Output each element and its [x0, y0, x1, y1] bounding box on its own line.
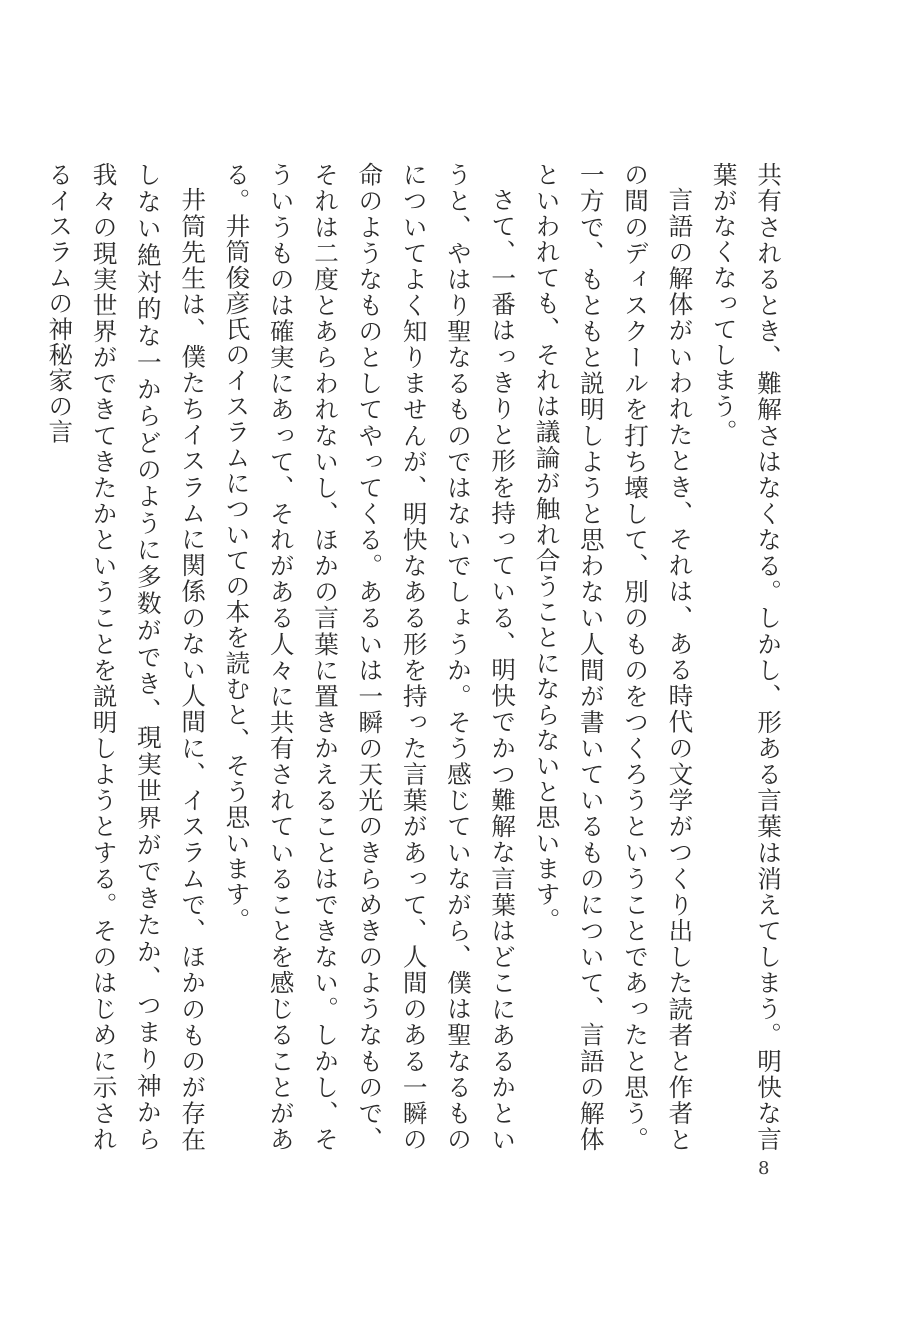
paragraph: 言語の解体がいわれたとき、それは、ある時代の文学がつくり出した読者と作者との間のディスクールを打ち壊して、別のものをつくろうということであったと思う。一方で、もともと説明しようと思わない人間が書いているものについて、言語の解体といわれても、それは議論が触れ合うことにならないと思います。 [532, 162, 695, 1152]
body-text [45, 162, 790, 1152]
paragraph: 共有されるとき、難解さはなくなる。しかし、形ある言葉は消えてしまう。明快な言葉がなくなってしまう。 [709, 162, 783, 1152]
paragraph: さて、一番はっきりと形を持っている、明快でかつ難解な言葉はどこにあるかというと、やはり聖なるものではないでしょうか。そう感じていながら、僕は聖なるものについてよく知りませんが、明快なある形を持った言葉があって、人間のある一瞬の命のようなものとしてやってくる。あるいは一瞬の天光のきらめきのようなもので、それは二度とあらわれないし、ほかの言葉に置きかえることはできない。しかし、そういうものは確実にあって、それがある人々に共有されていることを感じることがある。井筒俊彦氏のイスラムについての本を読むと、そう思います。 [222, 162, 518, 1152]
paragraph: 井筒先生は、僕たちイスラムに関係のない人間に、イスラムで、ほかのものが存在しない絶対的な一からどのように多数ができ、現実世界ができたか、つまり神から我々の現実世界ができてきたかということを説明しようとする。そのはじめに示されるイスラムの神秘家の言 [45, 162, 208, 1152]
page-number: 8 [758, 1158, 770, 1179]
